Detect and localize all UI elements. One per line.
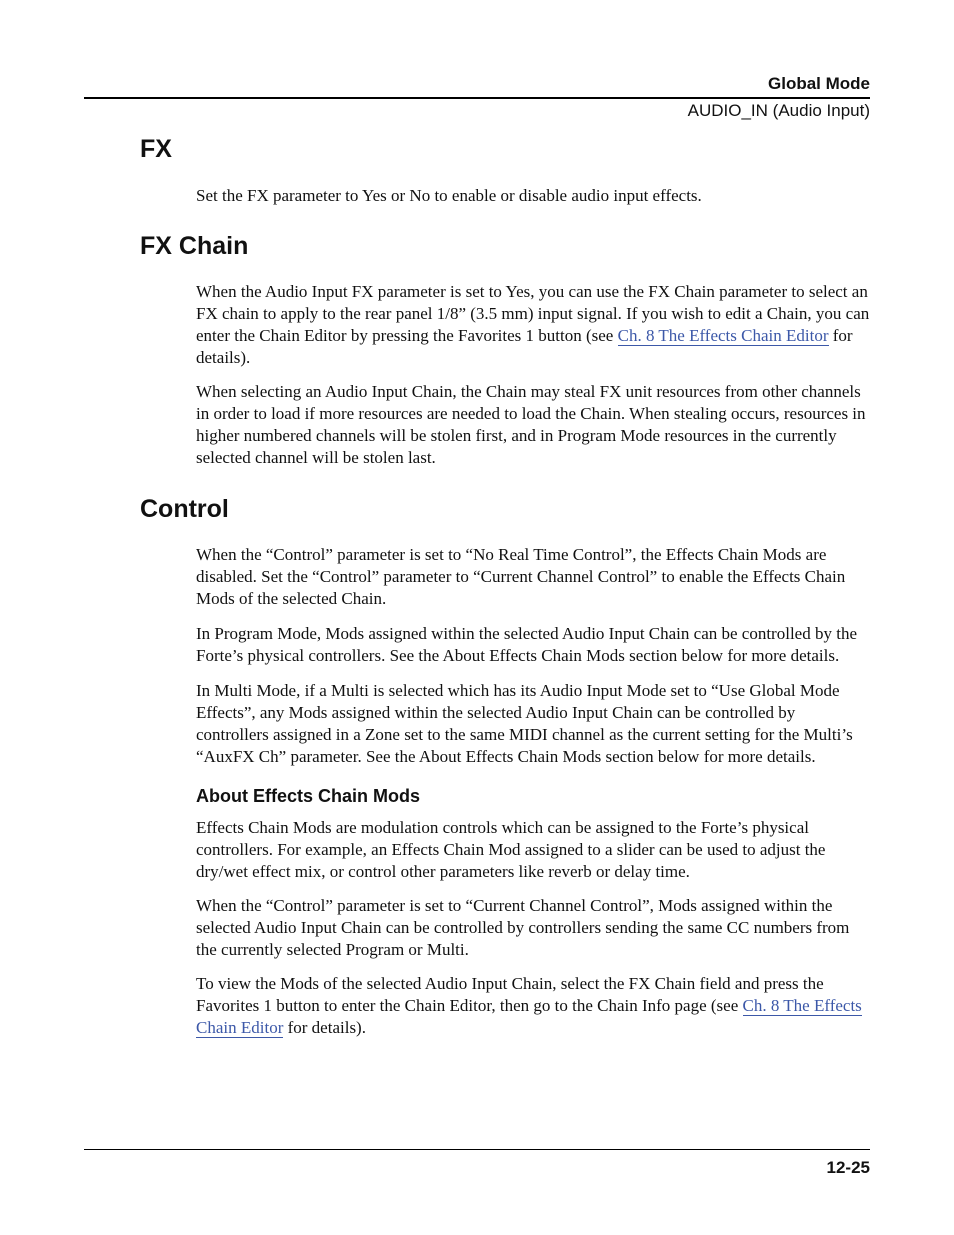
link-effects-chain-editor[interactable]: Ch. 8 The Effects Chain Editor	[617, 326, 829, 345]
fx-paragraph: Set the FX parameter to Yes or No to enable or disable audio input effects.	[196, 186, 702, 205]
control-paragraph-1: When the “Control” parameter is set to “No Real Time Control”, the Effects Chain Mods are disabled. Set the “Control” parameter to “Current Channel Control” to enable the Effects Chain Mods of the selected Chain.	[196, 545, 846, 608]
heading-fx: FX	[140, 135, 172, 163]
page-number: 12-25	[826, 1158, 870, 1177]
fx-chain-paragraph-1: When the Audio Input FX parameter is set to Yes, you can use the FX Chain parameter to select an FX chain to apply to the rear panel 1/8” (3.5 mm) input signal. If you wish to edit a Chain, you can enter the Chain Editor by pressing the Favorites 1 button (see Ch. 8 The Effects Chain Editor for details).	[196, 282, 870, 367]
heading-control: Control	[140, 495, 229, 523]
fx-chain-paragraph-2: When selecting an Audio Input Chain, the Chain may steal FX unit resources from other channels in order to load if more resources are needed to load the Chain. When stealing occurs, resources in higher numbered channels will be stolen first, and in Program Mode resources in the currently selected channel will be stolen last.	[196, 382, 866, 467]
page-body	[140, 135, 870, 1039]
link-effects-chain-editor-2[interactable]: Ch. 8 The Effects Chain Editor	[196, 996, 862, 1037]
running-header-section: Global Mode	[768, 74, 870, 93]
control-paragraph-2: In Program Mode, Mods assigned within the selected Audio Input Chain can be controlled by the Forte’s physical controllers. See the About Effects Chain Mods section below for more details.	[196, 624, 857, 665]
header-rule	[84, 97, 870, 99]
footer-rule	[84, 1149, 870, 1150]
heading-fx-chain: FX Chain	[140, 232, 249, 260]
about-mods-paragraph-2: When the “Control” parameter is set to “Current Channel Control”, Mods assigned within the selected Audio Input Chain can be controlled by controllers sending the same CC numbers from the currently selected Program or Multi.	[196, 896, 850, 959]
about-mods-paragraph-1: Effects Chain Mods are modulation controls which can be assigned to the Forte’s physical controllers. For example, an Effects Chain Mod assigned to a slider can be used to adjust the dry/wet effect mix, or control other parameters like reverb or delay time.	[196, 818, 826, 881]
heading-about-effects-chain-mods: About Effects Chain Mods	[196, 786, 420, 806]
running-header-subsection: AUDIO_IN (Audio Input)	[687, 101, 870, 120]
control-paragraph-3: In Multi Mode, if a Multi is selected which has its Audio Input Mode set to “Use Global Mode Effects”, any Mods assigned within the selected Audio Input Chain can be controlled by controllers assigned in a Zone set to the same MIDI channel as the current setting for the Multi’s “AuxFX Ch” parameter. See the About Effects Chain Mods section below for more details.	[196, 681, 853, 766]
about-mods-paragraph-3: To view the Mods of the selected Audio Input Chain, select the FX Chain field and press the Favorites 1 button to enter the Chain Editor, then go to the Chain Info page (see Ch. 8 The Effects Chain Editor for details).	[196, 974, 862, 1037]
